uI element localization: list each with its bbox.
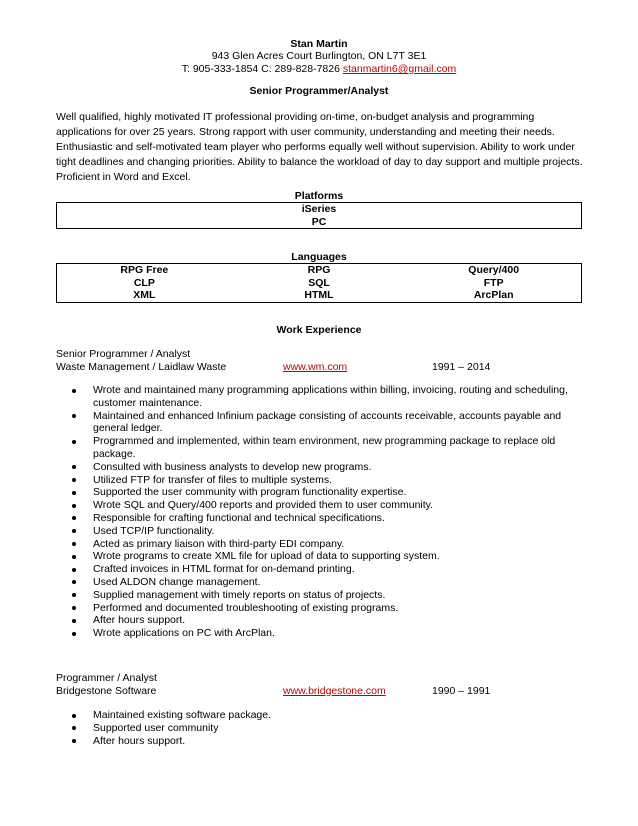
bullet-dot-icon [72,555,76,559]
bullet-dot-icon [72,714,76,718]
bullet-dot-icon [72,632,76,636]
job-title: Senior Programmer / Analyst [56,348,191,360]
language-item: Query/400 [468,264,520,276]
responsibility-item [56,589,576,602]
responsibility-text: Supported the user community with program functionality expertise. [93,486,407,499]
company-website-link[interactable]: www.bridgestone.com [283,685,386,697]
responsibility-text: Programmed and implemented, within team environment, new programming package to replace old package. [93,435,556,460]
responsibility-text: Performed and documented troubleshooting of existing programs. [93,601,399,614]
responsibility-item [56,435,576,461]
bullet-dot-icon [72,619,76,623]
resume-headline: Senior Programmer/Analyst [249,85,389,97]
language-item: SQL [308,276,330,289]
languages-row [57,277,581,290]
responsibility-item [56,576,576,589]
job-dates: 1991 – 2014 [432,361,491,373]
language-item: RPG [307,264,331,276]
responsibility-item [56,499,576,512]
language-item: HTML [304,289,334,301]
language-item: XML [133,289,156,301]
responsibility-item [56,410,576,436]
responsibility-item [56,602,576,615]
platform-item: iSeries [301,203,337,215]
responsibility-text: Wrote applications on PC with ArcPlan. [93,627,275,640]
languages-title: Languages [291,251,347,263]
responsibility-item [56,461,576,474]
platforms-row [57,216,581,229]
job-title: Programmer / Analyst [56,672,157,684]
responsibility-text: Acted as primary liaison with third-party EDI company. [93,537,345,550]
language-item: RPG Free [120,264,169,276]
responsibility-text: After hours support. [93,614,186,627]
bullet-dot-icon [72,529,76,533]
job-responsibilities [56,384,576,640]
bullet-dot-icon [72,478,76,482]
languages-table [56,263,582,303]
responsibility-text: Utilized FTP for transfer of files to multiple systems. [93,473,333,486]
email-link[interactable]: stanmartin6@gmail.com [342,63,457,75]
responsibility-text: Supported user community [93,721,219,734]
job-company: Bridgestone Software [56,685,157,697]
job-company: Waste Management / Laidlaw Waste [56,361,227,373]
responsibility-text: Maintained and enhanced Infinium package consisting of accounts receivable, accounts payable and general ledger. [93,409,562,435]
responsibility-item [56,512,576,525]
bullet-dot-icon [72,606,76,610]
bullet-dot-icon [72,739,76,743]
responsibility-text: Used TCP/IP functionality. [93,524,215,537]
language-item: FTP [483,276,504,289]
platforms-row [57,203,581,216]
responsibility-text: Wrote and maintained many programming applications within billing, invoicing, routing and scheduling, customer maintenance. [93,384,568,409]
responsibility-text: Consulted with business analysts to develop new programs. [93,460,372,473]
responsibility-item [56,735,576,748]
responsibility-text: Wrote programs to create XML file for upload of data to supporting system. [93,550,440,563]
bullet-dot-icon [72,389,76,393]
responsibility-item [56,722,576,735]
responsibility-item [56,474,576,487]
responsibility-item [56,614,576,627]
responsibility-item [56,627,576,640]
responsibility-item [56,486,576,499]
responsibility-text: Maintained existing software package. [93,709,272,721]
job-responsibilities [56,709,576,747]
bullet-dot-icon [72,580,76,584]
responsibility-item [56,525,576,538]
responsibility-text: Supplied management with timely reports on status of projects. [93,588,386,601]
bullet-dot-icon [72,726,76,730]
bullet-dot-icon [72,465,76,469]
bullet-dot-icon [72,440,76,444]
contact-line [0,63,638,76]
candidate-address: 943 Glen Acres Court Burlington, ON L7T 3E1 [211,50,427,62]
platforms-table [56,202,582,229]
bullet-dot-icon [72,593,76,597]
responsibility-item [56,563,576,576]
responsibility-text: Responsible for crafting functional and technical specifications. [93,511,385,524]
languages-row [57,289,581,302]
experience-title: Work Experience [276,324,362,336]
bullet-dot-icon [72,542,76,546]
platforms-title: Platforms [294,190,344,202]
bullet-dot-icon [72,516,76,520]
company-website-link[interactable]: www.wm.com [283,361,348,373]
responsibility-item [56,384,576,410]
language-item: ArcPlan [473,289,514,301]
responsibility-item [56,709,576,722]
responsibility-text: Wrote SQL and Query/400 reports and provided them to user community. [93,499,434,512]
responsibility-text: Used ALDON change management. [93,575,261,588]
job-dates: 1990 – 1991 [432,685,491,697]
responsibility-text: Crafted invoices in HTML format for on-demand printing. [93,563,355,576]
language-item: CLP [133,276,155,289]
bullet-dot-icon [72,504,76,508]
bullet-dot-icon [72,491,76,495]
responsibility-item [56,538,576,551]
languages-row [57,264,581,277]
responsibility-item [56,550,576,563]
job-header [56,361,596,374]
platform-item: PC [311,215,327,228]
summary-paragraph: Well qualified, highly motivated IT professional providing on-time, on-budget analysis and programming applications for over 25 years. Strong rapport with user community, understanding and meeting their needs. Enthusiastic and self-motivated team player who performs equally well without supervision. Ability to work under tight deadlines and changing priorities. Ability to balance the workload of day to day support and multiple projects. Proficient in Word and Excel. [56,111,583,183]
bullet-dot-icon [72,568,76,572]
bullet-dot-icon [72,414,76,418]
phone-numbers: T: 905-333-1854 C: 289-828-7826 [181,63,340,75]
candidate-name: Stan Martin [290,38,348,50]
job-header [56,685,596,698]
responsibility-text: After hours support. [93,734,186,747]
